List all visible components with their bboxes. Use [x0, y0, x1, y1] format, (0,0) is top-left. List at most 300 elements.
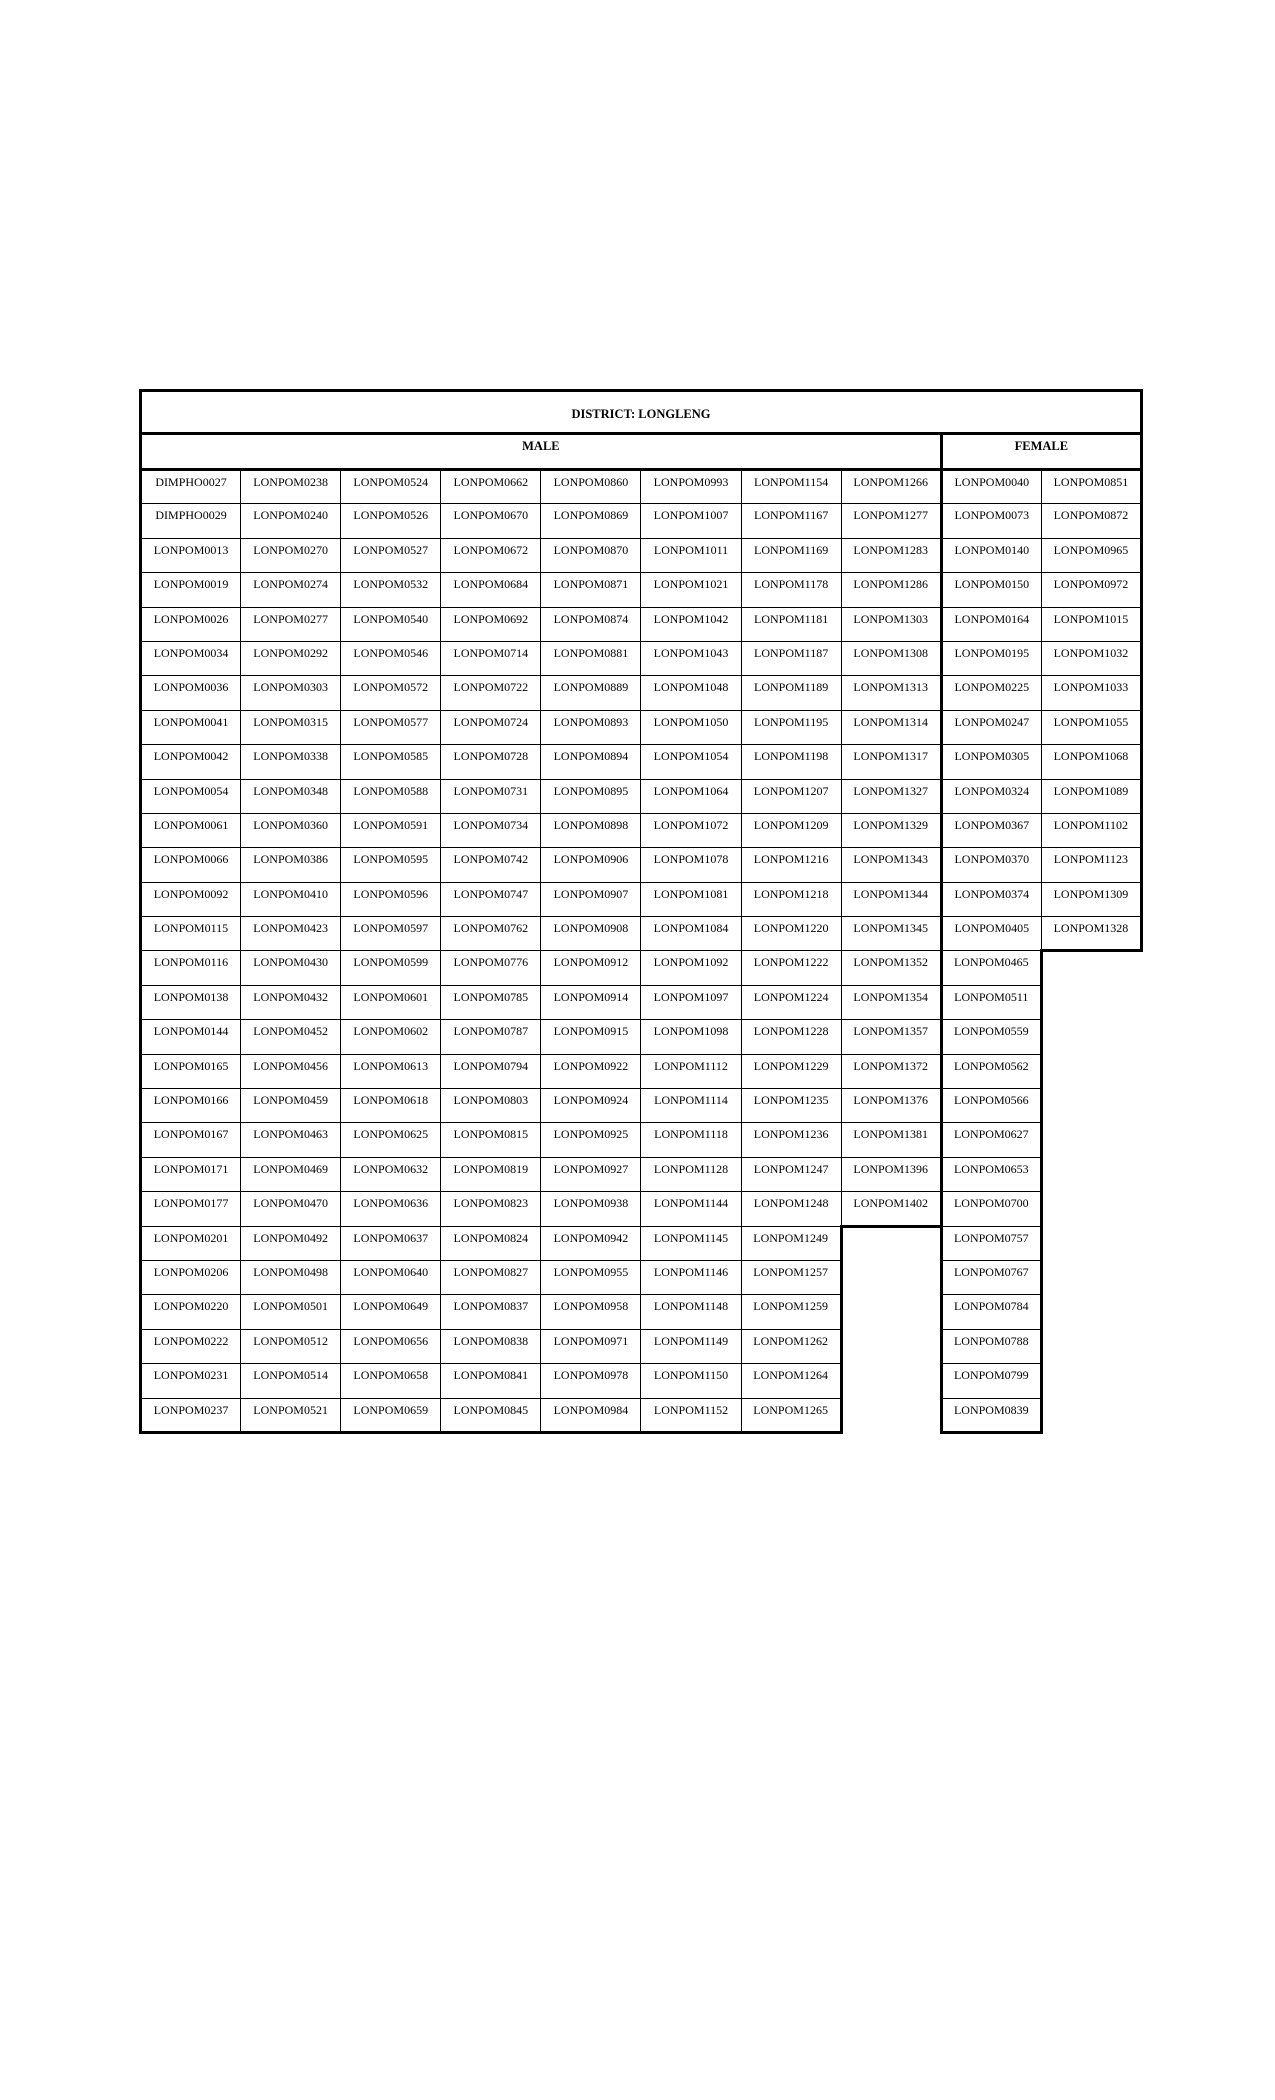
empty-cell — [1041, 1329, 1141, 1363]
roll-number-cell: LONPOM0201 — [141, 1226, 241, 1260]
table-row — [141, 676, 1142, 710]
empty-cell — [1041, 1295, 1141, 1329]
district-title: DISTRICT: LONGLENG — [141, 391, 1142, 434]
roll-number-cell: LONPOM0469 — [241, 1157, 341, 1191]
roll-number-cell: LONPOM0872 — [1041, 504, 1141, 538]
roll-number-cell: LONPOM0526 — [341, 504, 441, 538]
roll-number-cell: LONPOM0734 — [441, 813, 541, 847]
empty-cell — [841, 1398, 941, 1432]
roll-number-cell: LONPOM0915 — [541, 1020, 641, 1054]
roll-number-cell: LONPOM0041 — [141, 710, 241, 744]
roll-number-cell: LONPOM0220 — [141, 1295, 241, 1329]
roll-number-cell: LONPOM0465 — [941, 951, 1041, 985]
empty-cell — [1041, 1364, 1141, 1398]
roll-number-cell: LONPOM1011 — [641, 538, 741, 572]
roll-number-cell: LONPOM0167 — [141, 1123, 241, 1157]
roll-number-cell: LONPOM0958 — [541, 1295, 641, 1329]
roll-number-cell: LONPOM1286 — [841, 573, 941, 607]
table-row — [141, 1295, 1142, 1329]
table-row — [141, 607, 1142, 641]
roll-number-cell: LONPOM0838 — [441, 1329, 541, 1363]
roll-number-cell: LONPOM1068 — [1041, 745, 1141, 779]
empty-cell — [841, 1226, 941, 1260]
roll-number-cell: LONPOM0410 — [241, 882, 341, 916]
roll-number-cell: LONPOM0492 — [241, 1226, 341, 1260]
roll-number-cell: LONPOM0591 — [341, 813, 441, 847]
roll-number-cell: LONPOM0908 — [541, 917, 641, 951]
roll-number-cell: LONPOM0348 — [241, 779, 341, 813]
roll-number-cell: LONPOM0195 — [941, 641, 1041, 675]
roll-number-cell: LONPOM0459 — [241, 1089, 341, 1123]
roll-number-cell: LONPOM1303 — [841, 607, 941, 641]
roll-number-cell: LONPOM1277 — [841, 504, 941, 538]
empty-cell — [1041, 1089, 1141, 1123]
roll-number-cell: LONPOM1064 — [641, 779, 741, 813]
roll-number-cell: LONPOM0881 — [541, 641, 641, 675]
roll-number-cell: LONPOM1259 — [741, 1295, 841, 1329]
roll-number-cell: LONPOM0138 — [141, 985, 241, 1019]
roll-number-cell: LONPOM0588 — [341, 779, 441, 813]
table-row — [141, 1192, 1142, 1226]
roll-number-cell: LONPOM0602 — [341, 1020, 441, 1054]
roll-number-cell: LONPOM0662 — [441, 470, 541, 504]
roll-number-cell: LONPOM0601 — [341, 985, 441, 1019]
roll-number-cell: LONPOM0658 — [341, 1364, 441, 1398]
roll-number-cell: LONPOM0452 — [241, 1020, 341, 1054]
roll-number-cell: LONPOM0870 — [541, 538, 641, 572]
table-row — [141, 1260, 1142, 1294]
roll-number-cell: LONPOM0776 — [441, 951, 541, 985]
roll-number-cell: LONPOM0907 — [541, 882, 641, 916]
table-row — [141, 1054, 1142, 1088]
roll-number-cell: LONPOM0527 — [341, 538, 441, 572]
roll-number-cell: LONPOM0165 — [141, 1054, 241, 1088]
roll-number-cell: LONPOM1102 — [1041, 813, 1141, 847]
roll-number-cell: LONPOM1178 — [741, 573, 841, 607]
roll-number-cell: LONPOM1229 — [741, 1054, 841, 1088]
roll-number-cell: LONPOM1216 — [741, 848, 841, 882]
roll-number-cell: LONPOM1154 — [741, 470, 841, 504]
roll-number-cell: LONPOM1021 — [641, 573, 741, 607]
roll-number-cell: LONPOM1224 — [741, 985, 841, 1019]
roll-number-cell: LONPOM1328 — [1041, 917, 1141, 951]
roll-number-cell: LONPOM0303 — [241, 676, 341, 710]
roll-number-cell: LONPOM0924 — [541, 1089, 641, 1123]
group-header-row — [141, 434, 1142, 470]
roll-number-cell: LONPOM0819 — [441, 1157, 541, 1191]
empty-cell — [1041, 951, 1141, 985]
roll-number-table — [139, 389, 1143, 1434]
roll-number-cell: LONPOM1050 — [641, 710, 741, 744]
roll-number-cell: LONPOM0824 — [441, 1226, 541, 1260]
roll-number-cell: LONPOM1313 — [841, 676, 941, 710]
empty-cell — [1041, 1020, 1141, 1054]
roll-number-cell: LONPOM0747 — [441, 882, 541, 916]
roll-number-cell: LONPOM1248 — [741, 1192, 841, 1226]
roll-number-cell: LONPOM1283 — [841, 538, 941, 572]
roll-number-cell: LONPOM0338 — [241, 745, 341, 779]
roll-number-cell: LONPOM0799 — [941, 1364, 1041, 1398]
roll-number-cell: LONPOM0632 — [341, 1157, 441, 1191]
roll-number-cell: LONPOM0115 — [141, 917, 241, 951]
roll-number-cell: LONPOM1402 — [841, 1192, 941, 1226]
roll-number-cell: LONPOM0742 — [441, 848, 541, 882]
roll-number-cell: LONPOM0585 — [341, 745, 441, 779]
roll-number-cell: LONPOM1043 — [641, 641, 741, 675]
roll-number-cell: LONPOM0618 — [341, 1089, 441, 1123]
roll-number-cell: LONPOM1376 — [841, 1089, 941, 1123]
roll-number-cell: LONPOM1372 — [841, 1054, 941, 1088]
roll-number-cell: LONPOM0597 — [341, 917, 441, 951]
roll-number-cell: LONPOM1327 — [841, 779, 941, 813]
roll-number-cell: LONPOM0895 — [541, 779, 641, 813]
roll-number-cell: LONPOM1343 — [841, 848, 941, 882]
roll-number-cell: LONPOM0514 — [241, 1364, 341, 1398]
roll-number-cell: LONPOM0656 — [341, 1329, 441, 1363]
roll-number-cell: LONPOM0984 — [541, 1398, 641, 1432]
table-row — [141, 985, 1142, 1019]
roll-number-cell: LONPOM1198 — [741, 745, 841, 779]
roll-number-cell: LONPOM0627 — [941, 1123, 1041, 1157]
roll-number-cell: LONPOM1146 — [641, 1260, 741, 1294]
roll-number-cell: LONPOM1354 — [841, 985, 941, 1019]
roll-number-cell: LONPOM1072 — [641, 813, 741, 847]
female-header: FEMALE — [941, 434, 1141, 470]
roll-number-cell: LONPOM0787 — [441, 1020, 541, 1054]
empty-cell — [841, 1260, 941, 1294]
table-row — [141, 710, 1142, 744]
roll-number-cell: LONPOM0925 — [541, 1123, 641, 1157]
table-row — [141, 1089, 1142, 1123]
roll-number-cell: LONPOM1149 — [641, 1329, 741, 1363]
roll-number-cell: LONPOM0370 — [941, 848, 1041, 882]
roll-number-cell: LONPOM0659 — [341, 1398, 441, 1432]
table-row — [141, 848, 1142, 882]
roll-number-cell: LONPOM1317 — [841, 745, 941, 779]
roll-number-cell: LONPOM0640 — [341, 1260, 441, 1294]
roll-number-cell: LONPOM1352 — [841, 951, 941, 985]
roll-number-cell: LONPOM1262 — [741, 1329, 841, 1363]
roll-number-cell: LONPOM0938 — [541, 1192, 641, 1226]
roll-number-cell: LONPOM1264 — [741, 1364, 841, 1398]
roll-number-cell: LONPOM1152 — [641, 1398, 741, 1432]
roll-number-cell: LONPOM1048 — [641, 676, 741, 710]
roll-number-cell: LONPOM0511 — [941, 985, 1041, 1019]
roll-number-cell: LONPOM0577 — [341, 710, 441, 744]
roll-number-cell: LONPOM1381 — [841, 1123, 941, 1157]
roll-number-cell: LONPOM1123 — [1041, 848, 1141, 882]
roll-number-cell: LONPOM1081 — [641, 882, 741, 916]
roll-number-cell: LONPOM1114 — [641, 1089, 741, 1123]
roll-number-cell: LONPOM1118 — [641, 1123, 741, 1157]
roll-number-cell: LONPOM0498 — [241, 1260, 341, 1294]
roll-number-cell: LONPOM0546 — [341, 641, 441, 675]
roll-number-cell: LONPOM0757 — [941, 1226, 1041, 1260]
roll-number-cell: LONPOM0670 — [441, 504, 541, 538]
roll-number-cell: LONPOM0827 — [441, 1260, 541, 1294]
roll-number-cell: LONPOM0019 — [141, 573, 241, 607]
roll-number-cell: LONPOM1015 — [1041, 607, 1141, 641]
table-row — [141, 951, 1142, 985]
roll-number-cell: LONPOM0166 — [141, 1089, 241, 1123]
roll-number-cell: LONPOM0566 — [941, 1089, 1041, 1123]
roll-number-cell: LONPOM1144 — [641, 1192, 741, 1226]
roll-number-cell: LONPOM1265 — [741, 1398, 841, 1432]
table-row — [141, 641, 1142, 675]
roll-number-cell: LONPOM0430 — [241, 951, 341, 985]
table-row — [141, 1020, 1142, 1054]
empty-cell — [1041, 1157, 1141, 1191]
roll-number-cell: LONPOM0714 — [441, 641, 541, 675]
roll-number-cell: LONPOM1167 — [741, 504, 841, 538]
roll-number-cell: LONPOM1055 — [1041, 710, 1141, 744]
roll-number-cell: LONPOM0305 — [941, 745, 1041, 779]
roll-number-cell: LONPOM0463 — [241, 1123, 341, 1157]
roll-number-cell: LONPOM1235 — [741, 1089, 841, 1123]
table-row — [141, 1398, 1142, 1432]
roll-number-cell: LONPOM0893 — [541, 710, 641, 744]
roll-number-cell: LONPOM0432 — [241, 985, 341, 1019]
roll-number-cell: LONPOM1220 — [741, 917, 841, 951]
roll-number-cell: LONPOM1145 — [641, 1226, 741, 1260]
roll-number-cell: LONPOM0238 — [241, 470, 341, 504]
roll-number-cell: LONPOM0277 — [241, 607, 341, 641]
roll-number-cell: LONPOM1222 — [741, 951, 841, 985]
roll-number-cell: LONPOM1054 — [641, 745, 741, 779]
roll-number-cell: LONPOM0247 — [941, 710, 1041, 744]
table-row — [141, 1157, 1142, 1191]
roll-number-cell: LONPOM1249 — [741, 1226, 841, 1260]
roll-number-cell: LONPOM1097 — [641, 985, 741, 1019]
roll-number-cell: LONPOM1345 — [841, 917, 941, 951]
roll-number-cell: LONPOM0728 — [441, 745, 541, 779]
roll-number-cell: LONPOM0636 — [341, 1192, 441, 1226]
table-row — [141, 504, 1142, 538]
roll-number-cell: LONPOM0724 — [441, 710, 541, 744]
roll-number-cell: LONPOM1266 — [841, 470, 941, 504]
roll-number-cell: LONPOM0767 — [941, 1260, 1041, 1294]
roll-number-cell: LONPOM0274 — [241, 573, 341, 607]
roll-number-cell: LONPOM0672 — [441, 538, 541, 572]
roll-number-cell: LONPOM0177 — [141, 1192, 241, 1226]
empty-cell — [1041, 1123, 1141, 1157]
roll-number-cell: LONPOM0784 — [941, 1295, 1041, 1329]
roll-number-cell: LONPOM0942 — [541, 1226, 641, 1260]
roll-number-cell: LONPOM0470 — [241, 1192, 341, 1226]
roll-number-cell: LONPOM0889 — [541, 676, 641, 710]
roll-number-cell: LONPOM0871 — [541, 573, 641, 607]
roll-number-cell: LONPOM1187 — [741, 641, 841, 675]
male-header: MALE — [141, 434, 942, 470]
roll-number-cell: LONPOM0794 — [441, 1054, 541, 1088]
roll-number-cell: LONPOM0927 — [541, 1157, 641, 1191]
roll-number-cell: LONPOM1218 — [741, 882, 841, 916]
table-row — [141, 1364, 1142, 1398]
empty-cell — [1041, 985, 1141, 1019]
table-row — [141, 745, 1142, 779]
roll-number-cell: LONPOM0026 — [141, 607, 241, 641]
roll-number-cell: LONPOM1309 — [1041, 882, 1141, 916]
roll-number-cell: LONPOM0572 — [341, 676, 441, 710]
roll-number-cell: LONPOM0978 — [541, 1364, 641, 1398]
roll-number-cell: LONPOM0092 — [141, 882, 241, 916]
roll-number-cell: LONPOM0066 — [141, 848, 241, 882]
roll-number-cell: LONPOM0898 — [541, 813, 641, 847]
roll-number-cell: LONPOM0240 — [241, 504, 341, 538]
roll-number-cell: LONPOM0922 — [541, 1054, 641, 1088]
roll-number-cell: LONPOM0061 — [141, 813, 241, 847]
roll-number-cell: LONPOM0625 — [341, 1123, 441, 1157]
roll-number-cell: LONPOM1357 — [841, 1020, 941, 1054]
roll-number-cell: LONPOM0860 — [541, 470, 641, 504]
roll-number-cell: DIMPHO0029 — [141, 504, 241, 538]
roll-number-cell: LONPOM0532 — [341, 573, 441, 607]
roll-number-cell: LONPOM0540 — [341, 607, 441, 641]
roll-number-cell: LONPOM0906 — [541, 848, 641, 882]
roll-number-cell: LONPOM1209 — [741, 813, 841, 847]
empty-cell — [1041, 1054, 1141, 1088]
roll-number-cell: LONPOM0722 — [441, 676, 541, 710]
roll-number-cell: LONPOM1207 — [741, 779, 841, 813]
roll-number-cell: LONPOM0036 — [141, 676, 241, 710]
table-row — [141, 1329, 1142, 1363]
roll-number-cell: LONPOM1089 — [1041, 779, 1141, 813]
roll-number-cell: LONPOM0292 — [241, 641, 341, 675]
roll-number-cell: DIMPHO0027 — [141, 470, 241, 504]
roll-number-cell: LONPOM0841 — [441, 1364, 541, 1398]
roll-number-cell: LONPOM0595 — [341, 848, 441, 882]
roll-number-cell: LONPOM0521 — [241, 1398, 341, 1432]
roll-number-cell: LONPOM1228 — [741, 1020, 841, 1054]
roll-number-cell: LONPOM0637 — [341, 1226, 441, 1260]
empty-cell — [1041, 1192, 1141, 1226]
roll-number-cell: LONPOM1007 — [641, 504, 741, 538]
roll-number-cell: LONPOM0360 — [241, 813, 341, 847]
roll-number-cell: LONPOM0456 — [241, 1054, 341, 1088]
roll-number-cell: LONPOM0972 — [1041, 573, 1141, 607]
roll-number-cell: LONPOM0914 — [541, 985, 641, 1019]
table-row — [141, 538, 1142, 572]
roll-number-cell: LONPOM0955 — [541, 1260, 641, 1294]
roll-number-cell: LONPOM1247 — [741, 1157, 841, 1191]
roll-number-cell: LONPOM0837 — [441, 1295, 541, 1329]
roll-number-cell: LONPOM0599 — [341, 951, 441, 985]
roll-number-cell: LONPOM0367 — [941, 813, 1041, 847]
roll-number-cell: LONPOM1042 — [641, 607, 741, 641]
roll-number-cell: LONPOM1181 — [741, 607, 841, 641]
roll-number-cell: LONPOM0524 — [341, 470, 441, 504]
roll-number-cell: LONPOM0374 — [941, 882, 1041, 916]
roll-number-cell: LONPOM0164 — [941, 607, 1041, 641]
roll-number-cell: LONPOM0512 — [241, 1329, 341, 1363]
roll-number-cell: LONPOM0692 — [441, 607, 541, 641]
roll-number-cell: LONPOM0762 — [441, 917, 541, 951]
roll-number-cell: LONPOM0171 — [141, 1157, 241, 1191]
empty-cell — [841, 1295, 941, 1329]
roll-number-cell: LONPOM1084 — [641, 917, 741, 951]
roll-number-cell: LONPOM0013 — [141, 538, 241, 572]
roll-number-cell: LONPOM0222 — [141, 1329, 241, 1363]
roll-number-cell: LONPOM0894 — [541, 745, 641, 779]
roll-number-cell: LONPOM0851 — [1041, 470, 1141, 504]
roll-number-cell: LONPOM0237 — [141, 1398, 241, 1432]
roll-number-cell: LONPOM1033 — [1041, 676, 1141, 710]
roll-number-cell: LONPOM1078 — [641, 848, 741, 882]
roll-number-cell: LONPOM1092 — [641, 951, 741, 985]
roll-number-cell: LONPOM0144 — [141, 1020, 241, 1054]
roll-number-cell: LONPOM0912 — [541, 951, 641, 985]
roll-number-cell: LONPOM0315 — [241, 710, 341, 744]
roll-number-cell: LONPOM0839 — [941, 1398, 1041, 1432]
empty-cell — [841, 1329, 941, 1363]
roll-number-cell: LONPOM0845 — [441, 1398, 541, 1432]
roll-number-cell: LONPOM0649 — [341, 1295, 441, 1329]
roll-number-cell: LONPOM0501 — [241, 1295, 341, 1329]
table-row — [141, 882, 1142, 916]
roll-number-cell: LONPOM0684 — [441, 573, 541, 607]
table-row — [141, 779, 1142, 813]
roll-number-cell: LONPOM0386 — [241, 848, 341, 882]
roll-number-cell: LONPOM0971 — [541, 1329, 641, 1363]
roll-number-cell: LONPOM1195 — [741, 710, 841, 744]
roll-number-cell: LONPOM0874 — [541, 607, 641, 641]
roll-number-cell: LONPOM0405 — [941, 917, 1041, 951]
roll-number-cell: LONPOM0140 — [941, 538, 1041, 572]
roll-number-cell: LONPOM0653 — [941, 1157, 1041, 1191]
roll-number-cell: LONPOM1128 — [641, 1157, 741, 1191]
roll-number-cell: LONPOM1236 — [741, 1123, 841, 1157]
roll-number-cell: LONPOM0700 — [941, 1192, 1041, 1226]
roll-number-cell: LONPOM1150 — [641, 1364, 741, 1398]
empty-cell — [1041, 1398, 1141, 1432]
roll-number-cell: LONPOM0042 — [141, 745, 241, 779]
roll-number-cell: LONPOM0993 — [641, 470, 741, 504]
roll-number-cell: LONPOM0815 — [441, 1123, 541, 1157]
roll-number-cell: LONPOM0562 — [941, 1054, 1041, 1088]
roll-number-cell: LONPOM0040 — [941, 470, 1041, 504]
table-row — [141, 470, 1142, 504]
roll-number-cell: LONPOM1112 — [641, 1054, 741, 1088]
roll-number-cell: LONPOM1169 — [741, 538, 841, 572]
roll-number-cell: LONPOM1098 — [641, 1020, 741, 1054]
roll-number-cell: LONPOM0785 — [441, 985, 541, 1019]
roll-number-cell: LONPOM0206 — [141, 1260, 241, 1294]
roll-number-cell: LONPOM0423 — [241, 917, 341, 951]
roll-number-cell: LONPOM0613 — [341, 1054, 441, 1088]
roll-number-cell: LONPOM1396 — [841, 1157, 941, 1191]
empty-cell — [1041, 1226, 1141, 1260]
roll-number-cell: LONPOM1329 — [841, 813, 941, 847]
title-row — [141, 391, 1142, 434]
roll-number-cell: LONPOM1032 — [1041, 641, 1141, 675]
roll-number-cell: LONPOM1314 — [841, 710, 941, 744]
table-row — [141, 1123, 1142, 1157]
roll-number-cell: LONPOM0054 — [141, 779, 241, 813]
empty-cell — [841, 1364, 941, 1398]
roll-number-cell: LONPOM0559 — [941, 1020, 1041, 1054]
roll-number-cell: LONPOM0731 — [441, 779, 541, 813]
roll-number-cell: LONPOM1344 — [841, 882, 941, 916]
table-row — [141, 573, 1142, 607]
roll-number-cell: LONPOM0231 — [141, 1364, 241, 1398]
roll-number-cell: LONPOM0225 — [941, 676, 1041, 710]
roll-number-cell: LONPOM0150 — [941, 573, 1041, 607]
roll-number-cell: LONPOM0965 — [1041, 538, 1141, 572]
roll-number-cell: LONPOM1148 — [641, 1295, 741, 1329]
roll-number-cell: LONPOM0034 — [141, 641, 241, 675]
roll-number-cell: LONPOM0596 — [341, 882, 441, 916]
roll-number-cell: LONPOM0803 — [441, 1089, 541, 1123]
